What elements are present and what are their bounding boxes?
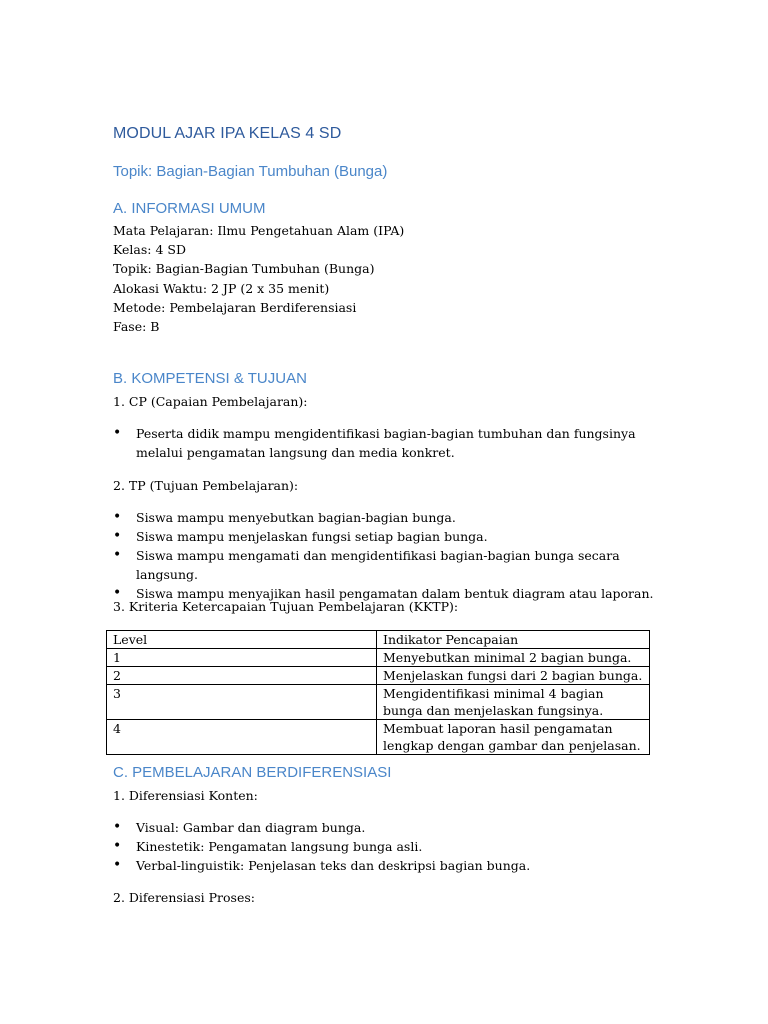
table-cell: 2 <box>107 667 377 685</box>
list-item: • Siswa mampu menjelaskan fungsi setiap bagian bunga. <box>113 528 488 544</box>
topic-heading: Topik: Bagian-Bagian Tumbuhan (Bunga) <box>113 163 388 180</box>
column-header-indicator: Indikator Pencapaian <box>377 631 650 649</box>
table-header-row <box>107 631 650 649</box>
list-item: • Peserta didik mampu mengidentifikasi bagian-bagian tumbuhan dan fungsinya melalui pengamatan langsung dan media konkret. <box>113 425 636 460</box>
bullet-icon: • <box>113 547 122 563</box>
bullet-icon: • <box>113 838 122 854</box>
cp-list <box>113 424 656 462</box>
bullet-icon: • <box>113 819 122 835</box>
table-row <box>107 720 650 755</box>
table-row <box>107 685 650 720</box>
table-cell: 4 <box>107 720 377 755</box>
info-phase: Fase: B <box>113 319 160 335</box>
list-item: • Verbal-linguistik: Penjelasan teks dan deskripsi bagian bunga. <box>113 857 531 873</box>
table-cell: Menyebutkan minimal 2 bagian bunga. <box>377 649 650 667</box>
document-title: MODUL AJAR IPA KELAS 4 SD <box>113 125 342 142</box>
table-cell: Menjelaskan fungsi dari 2 bagian bunga. <box>377 667 650 685</box>
tp-label: 2. TP (Tujuan Pembelajaran): <box>113 478 299 493</box>
info-method: Metode: Pembelajaran Berdiferensiasi <box>113 299 357 315</box>
list-item: • Kinestetik: Pengamatan langsung bunga asli. <box>113 838 423 854</box>
section-a-heading: A. INFORMASI UMUM <box>113 200 266 217</box>
column-header-level: Level <box>107 631 377 649</box>
bullet-icon: • <box>113 425 122 441</box>
info-topic: Topik: Bagian-Bagian Tumbuhan (Bunga) <box>113 261 375 277</box>
table-row <box>107 649 650 667</box>
cp-label: 1. CP (Capaian Pembelajaran): <box>113 394 308 409</box>
section-c-heading: C. PEMBELAJARAN BERDIFERENSIASI <box>113 764 392 781</box>
info-subject: Mata Pelajaran: Ilmu Pengetahuan Alam (IPA) <box>113 223 405 238</box>
content-differentiation-label: 1. Diferensiasi Konten: <box>113 788 258 803</box>
process-differentiation-label: 2. Diferensiasi Proses: <box>113 890 255 905</box>
bullet-icon: • <box>113 528 122 544</box>
list-item: • Siswa mampu mengamati dan mengidentifikasi bagian-bagian bunga secara langsung. <box>113 547 620 582</box>
general-info-list <box>113 221 404 336</box>
kktp-table <box>106 630 650 755</box>
section-b-heading: B. KOMPETENSI & TUJUAN <box>113 370 307 387</box>
list-item: • Siswa mampu menyajikan hasil pengamatan dalam bentuk diagram atau laporan. <box>113 585 654 601</box>
bullet-icon: • <box>113 509 122 525</box>
bullet-icon: • <box>113 857 122 873</box>
tp-list <box>113 508 656 603</box>
list-item: • Siswa mampu menyebutkan bagian-bagian bunga. <box>113 509 456 525</box>
table-cell: 1 <box>107 649 377 667</box>
table-cell: Mengidentifikasi minimal 4 bagian bunga dan menjelaskan fungsinya. <box>377 685 650 720</box>
table-row <box>107 667 650 685</box>
info-time-allocation: Alokasi Waktu: 2 JP (2 x 35 menit) <box>113 280 330 296</box>
content-differentiation-list <box>113 818 656 875</box>
kktp-label: 3. Kriteria Ketercapaian Tujuan Pembelajaran (KKTP): <box>113 599 459 614</box>
table-cell: Membuat laporan hasil pengamatan lengkap dengan gambar dan penjelasan. <box>377 720 650 755</box>
bullet-icon: • <box>113 585 122 601</box>
list-item: • Visual: Gambar dan diagram bunga. <box>113 819 366 835</box>
info-class: Kelas: 4 SD <box>113 242 186 258</box>
table-cell: 3 <box>107 685 377 720</box>
